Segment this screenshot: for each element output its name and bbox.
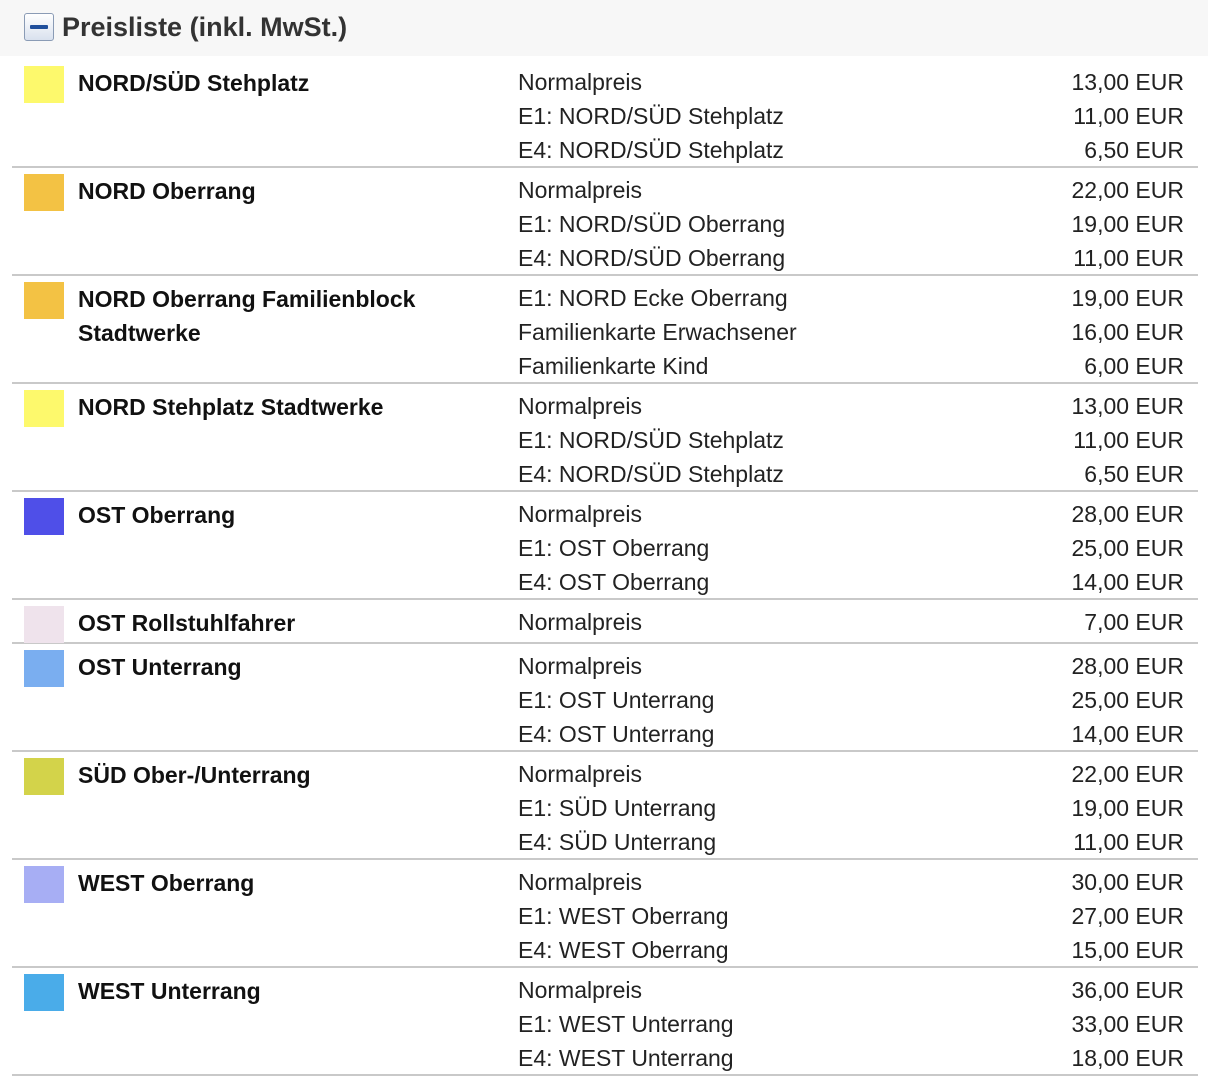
rate-name: Normalpreis — [518, 69, 642, 95]
rate-price: 33,00 EUR — [1071, 1011, 1184, 1037]
rate-list — [518, 973, 1184, 1075]
rate-row — [518, 173, 1184, 207]
rate-row — [518, 207, 1184, 241]
rate-name: E4: NORD/SÜD Stehplatz — [518, 137, 784, 163]
price-list-title: Preisliste (inkl. MwSt.) — [62, 12, 348, 42]
category-row — [12, 644, 1198, 752]
rate-name: Normalpreis — [518, 177, 642, 203]
rate-name: E4: SÜD Unterrang — [518, 829, 717, 855]
rate-price: 22,00 EUR — [1071, 761, 1184, 787]
rate-name: E4: NORD/SÜD Oberrang — [518, 245, 786, 271]
rate-name: Normalpreis — [518, 501, 642, 527]
rate-price: 11,00 EUR — [1073, 829, 1184, 855]
rate-name: E1: WEST Oberrang — [518, 903, 729, 929]
rate-price: 28,00 EUR — [1071, 501, 1184, 527]
rate-price: 13,00 EUR — [1071, 69, 1184, 95]
rate-name: Normalpreis — [518, 977, 642, 1003]
rate-row — [518, 683, 1184, 717]
category-row — [12, 860, 1198, 968]
category-color-swatch — [24, 390, 64, 427]
category-name: NORD Stehplatz Stadtwerke — [78, 394, 384, 420]
rate-row — [518, 1041, 1184, 1075]
rate-row — [518, 565, 1184, 599]
rate-name: E1: WEST Unterrang — [518, 1011, 734, 1037]
rate-name: E1: NORD Ecke Oberrang — [518, 285, 788, 311]
rate-price: 11,00 EUR — [1073, 103, 1184, 129]
price-list-header — [0, 0, 1208, 56]
rate-name: E1: OST Unterrang — [518, 687, 715, 713]
category-row — [12, 492, 1198, 600]
rate-list — [518, 649, 1184, 751]
rate-price: 25,00 EUR — [1071, 687, 1184, 713]
rate-price: 19,00 EUR — [1071, 795, 1184, 821]
rate-row — [518, 899, 1184, 933]
category-name: SÜD Ober-/Unterrang — [78, 762, 311, 788]
rate-name: E1: NORD/SÜD Stehplatz — [518, 103, 784, 129]
category-name: NORD Oberrang Familienblock Stadtwerke — [78, 286, 416, 346]
category-color-swatch — [24, 758, 64, 795]
rate-row — [518, 973, 1184, 1007]
rate-name: Normalpreis — [518, 609, 642, 635]
rate-price: 27,00 EUR — [1071, 903, 1184, 929]
rate-list — [518, 281, 1184, 383]
rate-price: 15,00 EUR — [1071, 937, 1184, 963]
category-name: WEST Unterrang — [78, 978, 261, 1004]
category-row — [12, 968, 1198, 1076]
rate-price: 16,00 EUR — [1071, 319, 1184, 345]
rate-row — [518, 717, 1184, 751]
rate-row — [518, 1007, 1184, 1041]
category-name: OST Oberrang — [78, 502, 236, 528]
rate-name: E4: OST Unterrang — [518, 721, 715, 747]
category-color-swatch — [24, 866, 64, 903]
rate-name: Normalpreis — [518, 761, 642, 787]
category-row — [12, 752, 1198, 860]
rate-row — [518, 99, 1184, 133]
category-color-swatch — [24, 650, 64, 687]
rate-name: E4: WEST Oberrang — [518, 937, 729, 963]
category-color-swatch — [24, 174, 64, 211]
rate-row — [518, 423, 1184, 457]
rate-row — [518, 133, 1184, 167]
price-list — [12, 60, 1198, 1076]
rate-name: E4: OST Oberrang — [518, 569, 710, 595]
rate-price: 6,00 EUR — [1084, 353, 1184, 379]
rate-price: 30,00 EUR — [1071, 869, 1184, 895]
rate-name: Familienkarte Erwachsener — [518, 319, 797, 345]
rate-row — [518, 497, 1184, 531]
rate-name: Normalpreis — [518, 393, 642, 419]
category-name: NORD/SÜD Stehplatz — [78, 70, 310, 96]
rate-price: 6,50 EUR — [1084, 137, 1184, 163]
rate-row — [518, 241, 1184, 275]
rate-list — [518, 497, 1184, 599]
rate-name: E1: NORD/SÜD Oberrang — [518, 211, 786, 237]
rate-list — [518, 173, 1184, 275]
rate-list — [518, 389, 1184, 491]
rate-price: 6,50 EUR — [1084, 461, 1184, 487]
rate-price: 19,00 EUR — [1071, 211, 1184, 237]
category-row — [12, 600, 1198, 644]
rate-price: 28,00 EUR — [1071, 653, 1184, 679]
rate-price: 36,00 EUR — [1071, 977, 1184, 1003]
rate-name: E1: NORD/SÜD Stehplatz — [518, 427, 784, 453]
rate-name: Normalpreis — [518, 653, 642, 679]
collapse-toggle-button[interactable] — [24, 13, 54, 41]
rate-row — [518, 825, 1184, 859]
rate-price: 14,00 EUR — [1071, 569, 1184, 595]
category-color-swatch — [24, 606, 64, 643]
rate-price: 11,00 EUR — [1073, 427, 1184, 453]
rate-row — [518, 933, 1184, 967]
category-color-swatch — [24, 498, 64, 535]
rate-row — [518, 349, 1184, 383]
category-name: WEST Oberrang — [78, 870, 255, 896]
category-row — [12, 60, 1198, 168]
minus-icon — [30, 25, 48, 29]
rate-name: E4: NORD/SÜD Stehplatz — [518, 461, 784, 487]
rate-row — [518, 865, 1184, 899]
rate-row — [518, 791, 1184, 825]
rate-row — [518, 649, 1184, 683]
category-name: NORD Oberrang — [78, 178, 256, 204]
rate-row — [518, 389, 1184, 423]
category-row — [12, 168, 1198, 276]
category-row — [12, 384, 1198, 492]
rate-row — [518, 65, 1184, 99]
rate-name: E1: OST Oberrang — [518, 535, 710, 561]
rate-name: E1: SÜD Unterrang — [518, 795, 717, 821]
rate-name: Normalpreis — [518, 869, 642, 895]
rate-price: 7,00 EUR — [1084, 609, 1184, 635]
rate-list — [518, 865, 1184, 967]
rate-price: 11,00 EUR — [1073, 245, 1184, 271]
rate-price: 18,00 EUR — [1071, 1045, 1184, 1071]
rate-row — [518, 281, 1184, 315]
category-color-swatch — [24, 66, 64, 103]
rate-list — [518, 605, 1184, 639]
rate-row — [518, 531, 1184, 565]
rate-price: 13,00 EUR — [1071, 393, 1184, 419]
rate-price: 19,00 EUR — [1071, 285, 1184, 311]
category-row — [12, 276, 1198, 384]
category-name: OST Unterrang — [78, 654, 242, 680]
rate-list — [518, 65, 1184, 167]
rate-row — [518, 757, 1184, 791]
rate-row — [518, 315, 1184, 349]
category-name: OST Rollstuhlfahrer — [78, 610, 296, 636]
rate-row — [518, 605, 1184, 639]
rate-row — [518, 457, 1184, 491]
rate-name: Familienkarte Kind — [518, 353, 709, 379]
rate-price: 25,00 EUR — [1071, 535, 1184, 561]
category-color-swatch — [24, 974, 64, 1011]
category-color-swatch — [24, 282, 64, 319]
rate-list — [518, 757, 1184, 859]
rate-price: 14,00 EUR — [1071, 721, 1184, 747]
rate-name: E4: WEST Unterrang — [518, 1045, 734, 1071]
rate-price: 22,00 EUR — [1071, 177, 1184, 203]
